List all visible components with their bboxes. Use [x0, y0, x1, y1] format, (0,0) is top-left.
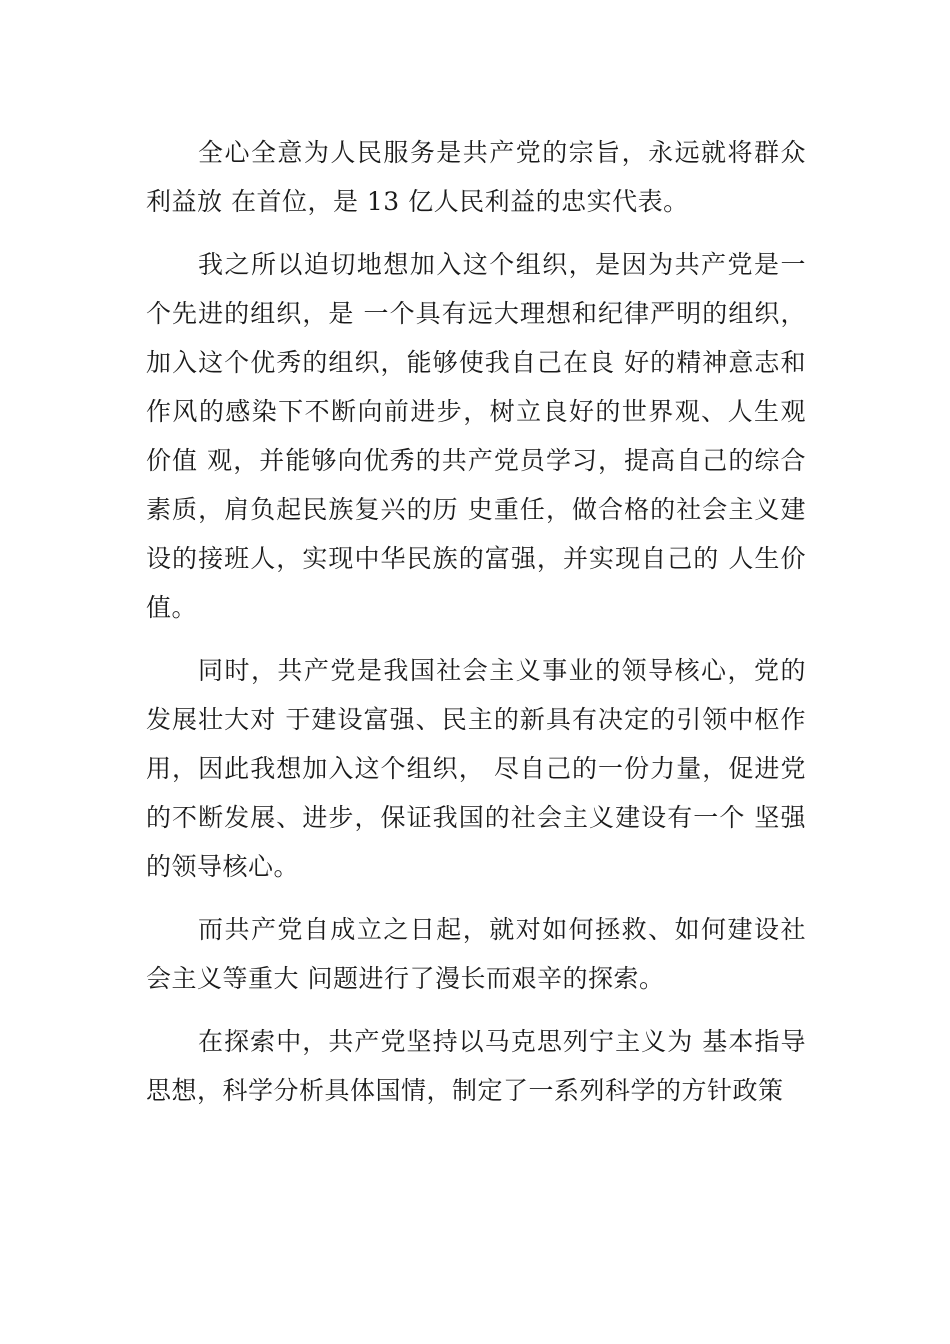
paragraph-3: 同时，共产党是我国社会主义事业的领导核心，党的发展壮大对 于建设富强、民主的新具有决定的引领中枢作用，因此我想加入这个组织， 尽自己的一份力量，促进党的不断发展、进步，保证我国的社会主义建设有一个 坚强的领导核心。: [146, 656, 806, 881]
paragraph-2: 我之所以迫切地想加入这个组织，是因为共产党是一个先进的组织，是 一个具有远大理想和纪律严明的组织，加入这个优秀的组织，能够使我自己在良 好的精神意志和作风的感染下不断向前进步，树立良好的世界观、人生观价值 观，并能够向优秀的共产党员学习，提高自己的综合素质，肩负起民族复兴的历 史重任，做合格的社会主义建设的接班人，实现中华民族的富强，并实现自己的 人生价值。: [146, 250, 806, 622]
document-body: [146, 128, 806, 1129]
paragraph-5: 在探索中，共产党坚持以马克思列宁主义为 基本指导思想，科学分析具体国情，制定了一系列科学的方针政策: [146, 1027, 806, 1105]
paragraph-1: 全心全意为人民服务是共产党的宗旨，永远就将群众利益放 在首位，是 13 亿人民利益的忠实代表。: [146, 138, 806, 216]
paragraph-4: 而共产党自成立之日起，就对如何拯救、如何建设社会主义等重大 问题进行了漫长而艰辛的探索。: [146, 915, 806, 993]
